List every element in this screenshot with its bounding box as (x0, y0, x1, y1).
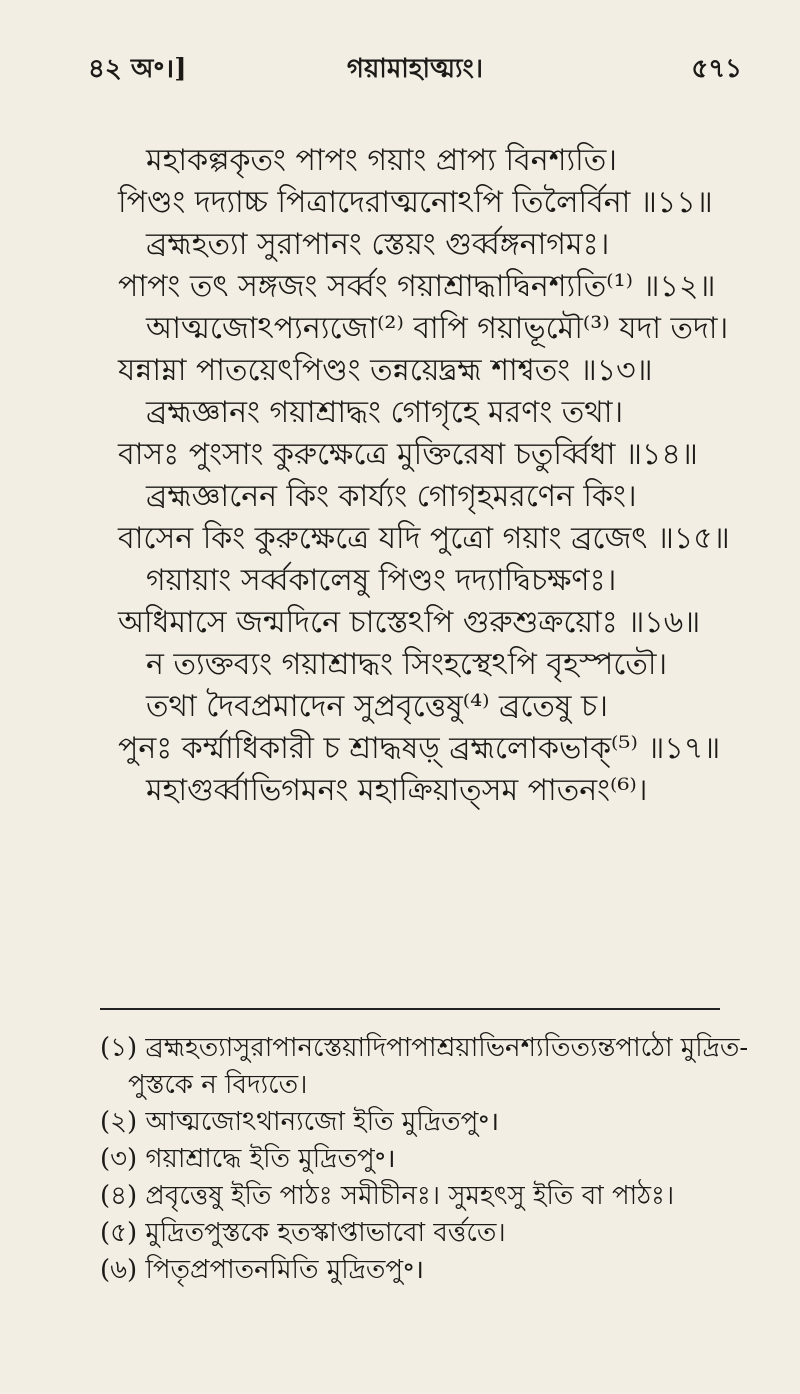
verse-line: তথা দৈবপ্রমাদেন সুপ্রবৃত্তেষু⁽⁴⁾ ব্রতেষু চ। (146, 689, 608, 724)
verse-line: আত্মজোঽপ্যন্যজো⁽²⁾ বাপি গয়াভূমৌ⁽³⁾ যদা তদা। (146, 311, 729, 346)
verse-block (118, 140, 750, 812)
page-number: ৫৭১ (691, 54, 742, 84)
running-header (88, 48, 742, 92)
verse-line: মহাকল্পকৃতং পাপং গয়াং প্রাপ্য বিনশ্যতি। (146, 143, 617, 178)
verse-line: পাপং তৎ সঙ্গজং সর্ব্বং গয়াশ্রাদ্ধাদ্বিনশ্যতি⁽¹⁾ ॥১২॥ (118, 269, 716, 304)
verse-line: বাসঃ পুংসাং কুরুক্ষেত্রে মুক্তিরেষা চতুর্ব্বিধা ॥১৪॥ (118, 437, 698, 472)
verse-line: পুনঃ কর্ম্মাধিকারী চ শ্রাদ্ধষড়্ ব্রহ্মলোকভাক্⁽⁵⁾ ॥১৭॥ (118, 731, 721, 766)
verse-line: ন ত্যক্তব্যং গয়াশ্রাদ্ধং সিংহস্থেঽপি বৃহস্পতৌ। (146, 647, 668, 682)
verse-line: যন্নাম্না পাতয়েৎপিণ্ডং তন্নয়েদ্ব্রহ্ম শাশ্বতং ॥১৩॥ (118, 353, 653, 388)
footnote: (৩) গয়াশ্রাদ্ধে ইতি মুদ্রিতপু॰। (100, 1144, 396, 1174)
footnote: পুস্তকে ন বিদ্যতে। (128, 1070, 308, 1100)
verse-line: গয়ায়াং সর্ব্বকালেষু পিণ্ডং দদ্যাদ্বিচক্ষণঃ। (146, 563, 617, 598)
footnote: (৪) প্রবৃত্তেষু ইতি পাঠঃ সমীচীনঃ। সুমহৎসু ইতি বা পাঠঃ। (100, 1181, 675, 1211)
footnote: (৬) পিতৃপ্রপাতনমিতি মুদ্রিতপু॰। (100, 1255, 425, 1285)
verse-line: অধিমাসে জন্মদিনে চাস্তেঽপি গুরুশুক্রয়োঃ ॥১৬॥ (118, 605, 701, 640)
footnote: (৫) মুদ্রিতপুস্তকে হতস্কাপ্তাভাবো বর্ত্ততে। (100, 1218, 506, 1248)
verse-line: ব্রহ্মজ্ঞানং গয়াশ্রাদ্ধং গোগৃহে মরণং তথা। (146, 395, 624, 430)
verse-line: বাসেন কিং কুরুক্ষেত্রে যদি পুত্রো গয়াং ব্রজেৎ ॥১৫॥ (118, 521, 730, 556)
verse-line: ব্রহ্মহত্যা সুরাপানং স্তেয়ং গুর্ব্বঙ্গনাগমঃ। (146, 227, 610, 262)
footnote-block (100, 1030, 760, 1289)
verse-line: পিণ্ডং দদ্যাচ্চ পিত্রাদেরাত্মনোঽপি তিলৈর্বিনা ॥১১॥ (118, 185, 713, 220)
footnote: (১) ব্রহ্মহত্যাসুরাপানস্তেয়াদিপাপাশ্রয়াভিনশ্যতিত্যন্তপাঠো মুদ্রিত- (100, 1033, 749, 1063)
footnote: (২) আত্মজোঽথান্যজো ইতি মুদ্রিতপু॰। (100, 1107, 500, 1137)
footnote-divider (100, 1008, 720, 1010)
chapter-marker: ৪২ অ॰।] (88, 54, 187, 84)
running-title: গয়ামাহাত্ম্যং। (346, 54, 484, 84)
verse-line: ব্রহ্মজ্ঞানেন কিং কার্য্যং গোগৃহমরণেন কিং। (146, 479, 637, 514)
verse-line: মহাগুর্ব্বাভিগমনং মহাক্রিয়াত্সম পাতনং⁽⁶⁾। (146, 773, 648, 808)
